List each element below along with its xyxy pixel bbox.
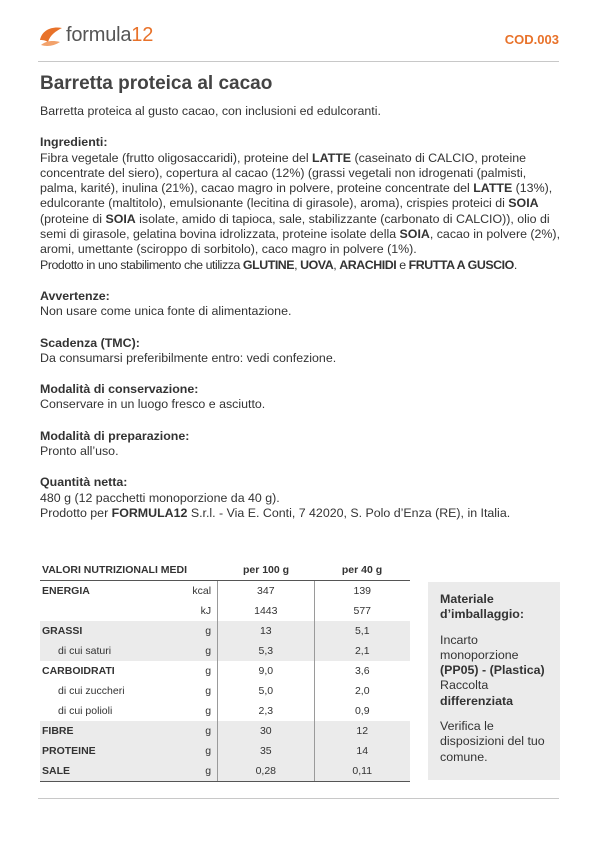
- nutrient-value-per100: 30: [217, 721, 313, 741]
- nutrient-name: CARBOIDRATI: [42, 665, 115, 677]
- table-row: [40, 681, 410, 701]
- warnings-label: Avvertenze:: [40, 288, 110, 303]
- nutrient-unit: kcal: [192, 585, 212, 597]
- nutrition-table-body: [40, 581, 410, 781]
- product-code: COD.003: [504, 32, 559, 47]
- nutrition-table-bottom-rule: [40, 781, 410, 782]
- packaging-text: Incarto monoporzione (PP05) - (Plastica) Raccolta differenziata: [440, 632, 545, 708]
- preparation-text: Pronto all’uso.: [40, 444, 119, 459]
- table-row: [40, 721, 410, 741]
- leaf-logo-icon: [38, 22, 64, 48]
- quantity-text: 480 g (12 pacchetti monoporzione da 40 g).: [40, 490, 280, 505]
- nutrient-value-per40: 2,1: [314, 641, 410, 661]
- storage-section: [40, 382, 560, 413]
- nutrient-value-per100: 5,0: [217, 681, 313, 701]
- expiry-label: Scadenza (TMC):: [40, 335, 140, 350]
- nutrient-value-per40: 5,1: [314, 621, 410, 641]
- nutrient-unit: kJ: [200, 605, 212, 617]
- nutrient-unit: g: [205, 765, 212, 777]
- nutrient-value-per40: 577: [314, 601, 410, 621]
- warnings-section: [40, 289, 560, 320]
- packaging-note: Verifica le disposizioni del tuo comune.: [440, 719, 545, 764]
- preparation-section: [40, 429, 560, 460]
- nutrient-value-per100: 13: [217, 621, 313, 641]
- brand-logo: [38, 22, 153, 48]
- table-row: [40, 741, 410, 761]
- allergen-facility-note: Prodotto in uno stabilimento che utilizza GLUTINE, UOVA, ARACHIDI e FRUTTA A GUSCIO.: [40, 257, 517, 272]
- nutrient-name: ENERGIA: [42, 585, 90, 597]
- ingredients-section: [40, 135, 560, 273]
- nutrient-name: GRASSI: [42, 625, 83, 637]
- nutrient-unit: g: [205, 745, 212, 757]
- nutrient-value-per100: 347: [217, 581, 313, 601]
- storage-label: Modalità di conservazione:: [40, 382, 199, 397]
- nutrient-value-per40: 139: [314, 581, 410, 601]
- nutrient-name: FIBRE: [42, 725, 74, 737]
- nutrient-value-per40: 12: [314, 721, 410, 741]
- table-row: [40, 621, 410, 641]
- logo-text: formula12: [66, 23, 154, 46]
- nutrient-value-per100: 1443: [217, 601, 313, 621]
- table-row: [40, 641, 410, 661]
- nutrient-value-per40: 2,0: [314, 681, 410, 701]
- header-divider: [38, 61, 559, 62]
- packaging-title: Materiale d’imballaggio:: [440, 592, 524, 622]
- nutrient-name: SALE: [42, 765, 71, 777]
- nutrient-unit: g: [205, 705, 212, 717]
- preparation-label: Modalità di preparazione:: [40, 428, 190, 443]
- product-info: [40, 104, 560, 521]
- nutrient-name: di cui polioli: [58, 705, 113, 717]
- storage-text: Conservare in un luogo fresco e asciutto.: [40, 397, 266, 412]
- nutrient-unit: g: [205, 725, 212, 737]
- nutrient-value-per40: 0,9: [314, 701, 410, 721]
- nutrient-unit: g: [205, 625, 212, 637]
- nutrition-header-name: VALORI NUTRIZIONALI MEDI: [42, 564, 188, 576]
- nutrient-value-per40: 0,11: [314, 761, 410, 781]
- nutrient-value-per100: 2,3: [217, 701, 313, 721]
- nutrition-table-header: [40, 560, 410, 581]
- table-row: [40, 601, 410, 621]
- header: [38, 22, 559, 54]
- packaging-box: [428, 582, 560, 780]
- warnings-text: Non usare come unica fonte di alimentazione.: [40, 304, 292, 319]
- nutrient-name: di cui zuccheri: [58, 685, 125, 697]
- page-title: Barretta proteica al cacao: [40, 73, 273, 94]
- table-row: [40, 701, 410, 721]
- expiry-section: [40, 336, 560, 367]
- nutrition-table: [40, 560, 410, 782]
- nutrient-value-per100: 0,28: [217, 761, 313, 781]
- quantity-section: [40, 475, 560, 506]
- nutrient-value-per40: 3,6: [314, 661, 410, 681]
- ingredients-label: Ingredienti:: [40, 135, 108, 150]
- nutrient-unit: g: [205, 645, 212, 657]
- nutrient-value-per100: 9,0: [217, 661, 313, 681]
- producer-info: Prodotto per FORMULA12 S.r.l. - Via E. Conti, 7 42020, S. Polo d’Enza (RE), in Italia.: [40, 505, 511, 520]
- nutrient-name: di cui saturi: [58, 645, 112, 657]
- footer-divider: [38, 798, 559, 799]
- nutrient-unit: g: [205, 665, 212, 677]
- table-row: [40, 761, 410, 781]
- nutrition-header-per100: per 100 g: [242, 564, 290, 576]
- nutrient-value-per100: 5,3: [217, 641, 313, 661]
- expiry-text: Da consumarsi preferibilmente entro: vedi confezione.: [40, 350, 337, 365]
- table-row: [40, 661, 410, 681]
- nutrient-name: PROTEINE: [42, 745, 96, 757]
- nutrient-value-per40: 14: [314, 741, 410, 761]
- product-description: Barretta proteica al gusto cacao, con inclusioni ed edulcoranti.: [40, 104, 381, 118]
- ingredients-text: Fibra vegetale (frutto oligosaccaridi), proteine del LATTE (caseinato di CALCIO, proteine concentrate del siero), copertura al cacao (12%) (grassi vegetali non idrogenati (palmisti, palma, karité), inulina (21%), cacao magro in polvere, proteine concentrate del LATTE (13%), edulcorante (maltitolo), emulsionante (lecitina di girasole), aroma), crispies proteici di SOIA (proteine di SOIA isolate, amido di tapioca, sale, stabilizzante (carbonato di CALCIO)), olio di semi di girasole, gelatina bovina idrolizzata, proteine isolate della SOIA, cacao in polvere (2%), aromi, umettante (sciroppo di sorbitolo), caco magro in polvere (1%).: [40, 150, 561, 257]
- quantity-label: Quantità netta:: [40, 475, 128, 490]
- table-row: [40, 581, 410, 601]
- nutrient-value-per100: 35: [217, 741, 313, 761]
- nutrient-unit: g: [205, 685, 212, 697]
- nutrition-header-per40: per 40 g: [341, 564, 383, 576]
